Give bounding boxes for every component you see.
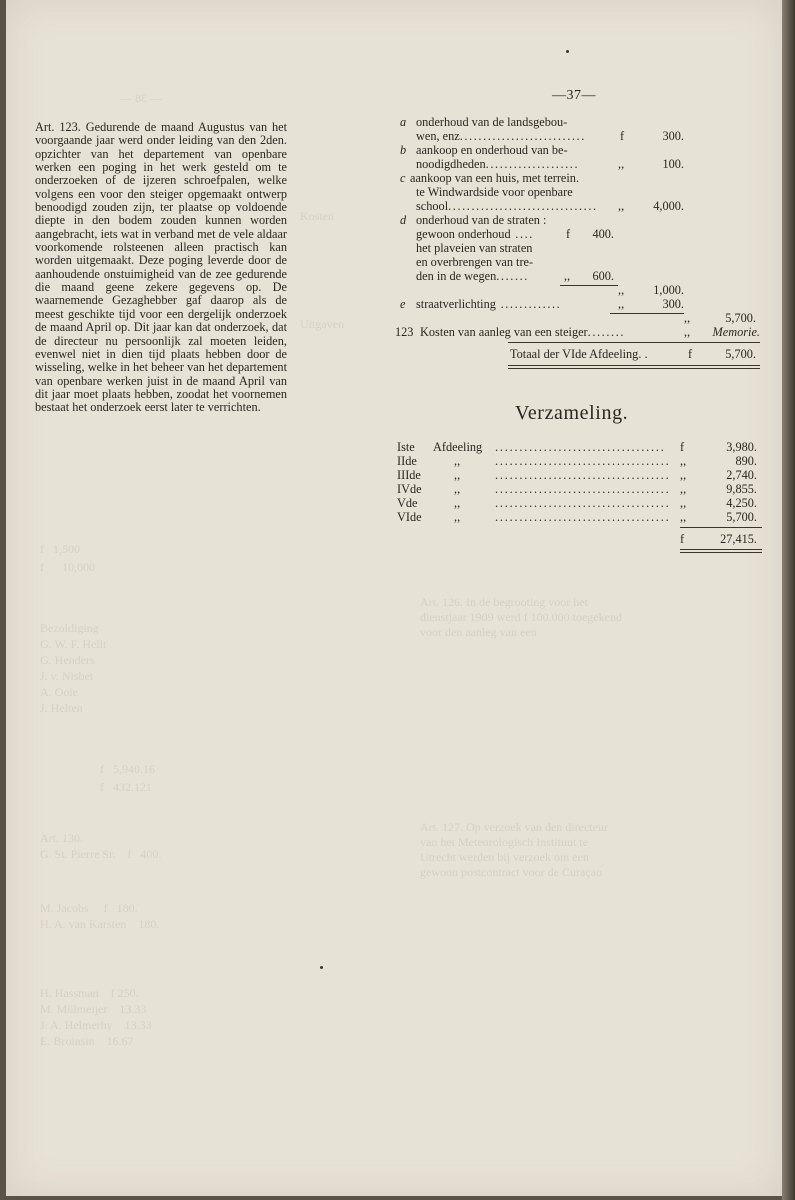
memorie-value: Memorie. [712,325,760,339]
item-letter: e [400,297,406,311]
leader-dots: .... [510,227,534,241]
double-rule [508,368,760,369]
row-label: Vde [397,496,418,510]
paper-speck [566,50,569,53]
bleed-through: Art. 130. G. St. Pierre Sr. f 400. [40,831,162,861]
sum-rule [610,313,684,314]
double-rule [508,365,760,366]
row-sep: ,, [454,468,461,482]
currency: f [688,347,693,361]
currency: f [620,129,625,143]
item-letter: c [400,171,406,185]
sum-rule [680,527,762,528]
currency: ,, [684,325,691,339]
leader-dots: ............. [495,297,562,311]
summary-row [397,455,757,468]
bleed-through: f 5,940.16 f 432.121 [100,762,155,794]
row-sep: ,, [454,454,461,468]
paragraph: Art. 123. Gedurende de maand Augustus van het voorgaande jaar werd onder leiding van den 2den. opzichter van het departement van openbare werken een poging in het werk gesteld om te onderzoeken of de ijzeren schroefpalen, welke volgens een voor den steiger opgemaakt ontwerp benoodigd zouden zijn, ter plaatse op voldoende diepte in den bodem zouden kunnen worden aangebracht, iets wat in verband met de vele aldaar voorkomende rolsteenen alleen practisch kan worden uitgemaakt. Deze poging leverde door de aanhoudende onstuimigheid van de zee gedurende die maand geene zekere gegevens op. De waarnemende Gezaghebber gaf daarop als de meest geschikte tijd voor een dergelijk onderzoek de maand April op. Dit jaar kan dat onderzoek, dat de directeur nu persoonlijk zal moeten leiden, evenwel niet in dien tijd plaats hebben door de wisseling, welke in het beheer van het departement van openbare werken juist in de maand April van dit jaar moet plaats hebben, zoodat het voornemen bestaat het onderzoek eerst later te verrichten. [35,120,287,415]
leader-dots: .................................... [495,510,671,524]
item-text: onderhoud van de landsgebou- [416,115,568,129]
summary-row [397,483,757,496]
total-amount: 5,700. [725,347,756,361]
item-letter: d [400,213,407,227]
sub-amount: 600. [592,269,614,283]
summary-row [397,441,757,454]
double-rule [680,549,762,550]
summary-total-amount: 27,415. [720,532,757,546]
summary-row [397,497,757,510]
row-amount: 9,855. [726,482,757,496]
double-rule [680,552,762,553]
bleed-through: — 38 — [120,91,162,105]
currency: ,, [684,311,691,325]
bleed-through: Kosten [300,209,334,223]
bleed-through: Art. 126. In de begrooting voor het dienstjaar 1909 werd f 100.000 toegekend voor den aanleg van een [420,595,622,639]
bleed-through: f 1,500 f 10,000 [40,542,95,574]
currency: f [566,227,571,241]
leader-dots: ....... [496,269,529,283]
leader-dots: .................................... [495,496,671,510]
leader-dots: .................................... [495,468,671,482]
item-letter: a [400,115,407,129]
item-text: den in de wegen [416,269,497,283]
currency: f [680,440,685,454]
page-number: —37— [552,88,596,103]
leader-dots: ........................... [459,129,586,143]
row-amount: 5,700. [726,510,757,524]
item-text: aankoop van een huis, met terrein. [410,171,580,185]
item-amount: 300. [662,129,684,143]
row-sep: ,, [454,510,461,524]
item-amount: 1,000. [653,283,684,297]
currency: ,, [618,199,625,213]
sum-rule [560,285,618,286]
summary-row [397,469,757,482]
row-label: IVde [397,482,422,496]
leader-dots: ........ [587,325,626,339]
sub-amount: 400. [592,227,614,241]
article-text: Kosten van aanleg van een steiger [420,325,588,339]
item-text: gewoon onderhoud [416,227,511,241]
item-text: en overbrengen van tre- [416,255,534,269]
row-amount: 2,740. [726,468,757,482]
item-amount: 100. [662,157,684,171]
article-123-text [35,121,287,415]
item-text: school [416,199,449,213]
item-amount: 300. [662,297,684,311]
row-label: VIde [397,510,422,524]
currency: ,, [680,482,687,496]
currency: ,, [680,468,687,482]
currency: ,, [680,496,687,510]
currency: ,, [564,269,571,283]
leader-dots: ................................ [448,199,598,213]
item-text: wen, enz [416,129,460,143]
row-amount: 4,250. [726,496,757,510]
bleed-through: Bezoldiging G. W. F. Hellt G. Henders J. v. Nisbet A. Ooie J. Helten [40,621,107,715]
subtotal-amount: 5,700. [725,311,756,325]
row-amount: 890. [735,454,757,468]
item-amount: 4,000. [653,199,684,213]
row-label: IIde [397,454,417,468]
currency: ,, [618,297,625,311]
summary-row [397,511,757,524]
leader-dots: ................................... [495,440,666,454]
row-sep: ,, [454,482,461,496]
leader-dots: .................................... [495,482,671,496]
bleed-through: M. Jacobs f 180. H. A. van Karsten 180. [40,901,160,931]
summary-total [397,533,757,546]
item-text: het plaveien van straten [416,241,533,255]
row-sep: Afdeeling [433,440,483,454]
currency: ,, [618,283,625,297]
bleed-through: H. Hassman f 250. M. Mülmeijer 13.33 J. A. Helmerhy 13.33 E. Broinsin 16.67 [40,986,152,1048]
bleed-through: Uitgaven [300,317,344,331]
row-sep: ,, [454,496,461,510]
item-text: te Windwardside voor openbare [416,185,573,199]
item-text: straatverlichting [416,297,496,311]
row-label: IIIde [397,468,421,482]
item-text: aankoop en onderhoud van be- [416,143,568,157]
currency: f [680,532,685,546]
currency: ,, [618,157,625,171]
currency: ,, [680,510,687,524]
page-edge [782,0,795,1200]
item-text: noodigdheden [416,157,486,171]
row-label: Iste [397,440,415,454]
sum-rule [508,342,760,343]
leader-dots: .................................... [495,454,671,468]
total-label: Totaal der VIde Afdeeling. . [510,347,648,361]
article-number: 123 [395,325,414,339]
currency: ,, [680,454,687,468]
item-text: onderhoud van de straten : [416,213,547,227]
row-amount: 3,980. [726,440,757,454]
item-letter: b [400,143,407,157]
paper-speck [320,966,323,969]
leader-dots: .................... [485,157,580,171]
bleed-through: Art. 127. Op verzoek van den directeur van het Meteorologisch Instituut te Utrecht werden bij verzoek om een gewoon postcontract voor de Curaçao [420,820,608,879]
summary-title: Verzameling. [515,402,629,424]
